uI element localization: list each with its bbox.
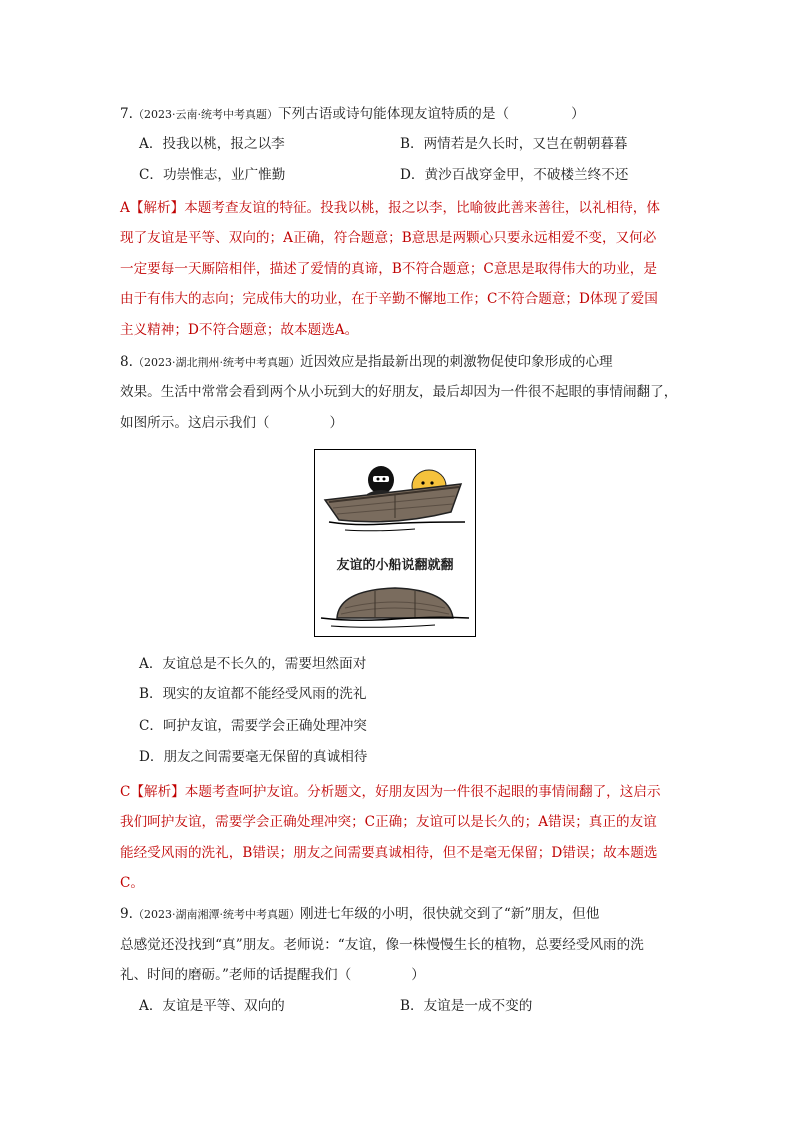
q7-option-d: D．黄沙百战穿金甲，不破楼兰终不还 — [400, 167, 629, 183]
question-text: 下列古语或诗句能体现友谊特质的是（ — [277, 106, 510, 122]
q9-option-a: A．友谊是平等、双向的 — [139, 998, 285, 1014]
question-number: 8. — [120, 354, 133, 370]
q7-option-c: C．功崇惟志，业广惟勤 — [139, 167, 286, 183]
answer-line: 现了友谊是平等、双向的；A正确，符合题意；B意思是两颗心只要永远相爱不变，又何必 — [120, 230, 657, 247]
close-paren: ） — [329, 415, 344, 431]
answer-line: 我们呵护友谊，需要学会正确处理冲突；C正确；友谊可以是长久的；A错误；真正的友谊 — [120, 814, 657, 831]
q7-option-a: A．投我以桃，报之以李 — [139, 136, 285, 152]
question-9-stem-line1 — [120, 904, 599, 925]
question-text: 刚进七年级的小明，很快就交到了“新”朋友，但他 — [299, 906, 600, 922]
boat-comic-illustration — [315, 450, 475, 636]
answer-line: C。 — [120, 875, 144, 892]
answer-line: 一定要每一天厮陪相伴，描述了爱情的真谛，B不符合题意；C意思是取得伟大的功业，是 — [120, 260, 657, 277]
q8-option-d: D．朋友之间需要毫无保留的真诚相待 — [139, 749, 368, 765]
q8-option-a: A．友谊总是不长久的，需要坦然面对 — [139, 656, 367, 672]
answer-line: 主义精神；D不符合题意；故本题选A。 — [120, 321, 359, 338]
figure-caption: 友谊的小船说翻就翻 — [336, 558, 454, 573]
question-number: 9. — [120, 906, 133, 922]
question-text: 礼、时间的磨砺。”老师的话提醒我们（ — [120, 967, 352, 983]
q8-option-c: C．呵护友谊，需要学会正确处理冲突 — [139, 718, 367, 734]
comic-figure — [314, 449, 476, 637]
question-8-stem-line2: 效果。生活中常常会看到两个从小玩到大的好朋友，最后却因为一件很不起眼的事情闹翻了， — [120, 384, 678, 400]
q9-option-b: B．友谊是一成不变的 — [400, 998, 533, 1014]
q8-option-b: B．现实的友谊都不能经受风雨的洗礼 — [139, 686, 367, 702]
question-7-stem — [120, 104, 585, 125]
q7-answer-analysis — [120, 193, 680, 345]
question-source: （2023·湖南湘潭·统考中考真题） — [132, 908, 300, 921]
question-8-stem-line3 — [120, 413, 343, 433]
question-8-stem-line1 — [120, 352, 613, 373]
answer-line: C【解析】本题考查呵护友谊。分析题文，好朋友因为一件很不起眼的事情闹翻了，这启示 — [120, 784, 661, 800]
question-9-stem-line3 — [120, 965, 425, 985]
question-source: （2023·云南·统考中考真题） — [132, 108, 278, 121]
q7-option-b: B．两情若是久长时，又岂在朝朝暮暮 — [400, 136, 628, 152]
answer-line: 能经受风雨的洗礼，B错误；朋友之间需要真诚相待，但不是毫无保留；D错误；故本题选 — [120, 844, 658, 861]
question-9-stem-line2: 总感觉还没找到“真”朋友。老师说：“友谊，像一株慢慢生长的植物，总要经受风雨的洗 — [120, 937, 644, 953]
close-paren: ） — [571, 106, 585, 122]
close-paren: ） — [411, 967, 425, 983]
answer-line: A【解析】本题考查友谊的特征。投我以桃，报之以李，比喻彼此善来善往，以礼相待，体 — [120, 200, 660, 216]
answer-line: 由于有伟大的志向；完成伟大的功业，在于辛勤不懈地工作；C不符合题意；D体现了爱国 — [120, 291, 658, 308]
question-text: 如图所示。这启示我们（ — [120, 415, 270, 431]
question-source: （2023·湖北荆州·统考中考真题） — [132, 356, 300, 369]
question-text: 近因效应是指最新出现的刺激物促使印象形成的心理 — [299, 354, 613, 370]
q8-answer-analysis — [120, 777, 680, 899]
question-number: 7. — [120, 106, 133, 122]
